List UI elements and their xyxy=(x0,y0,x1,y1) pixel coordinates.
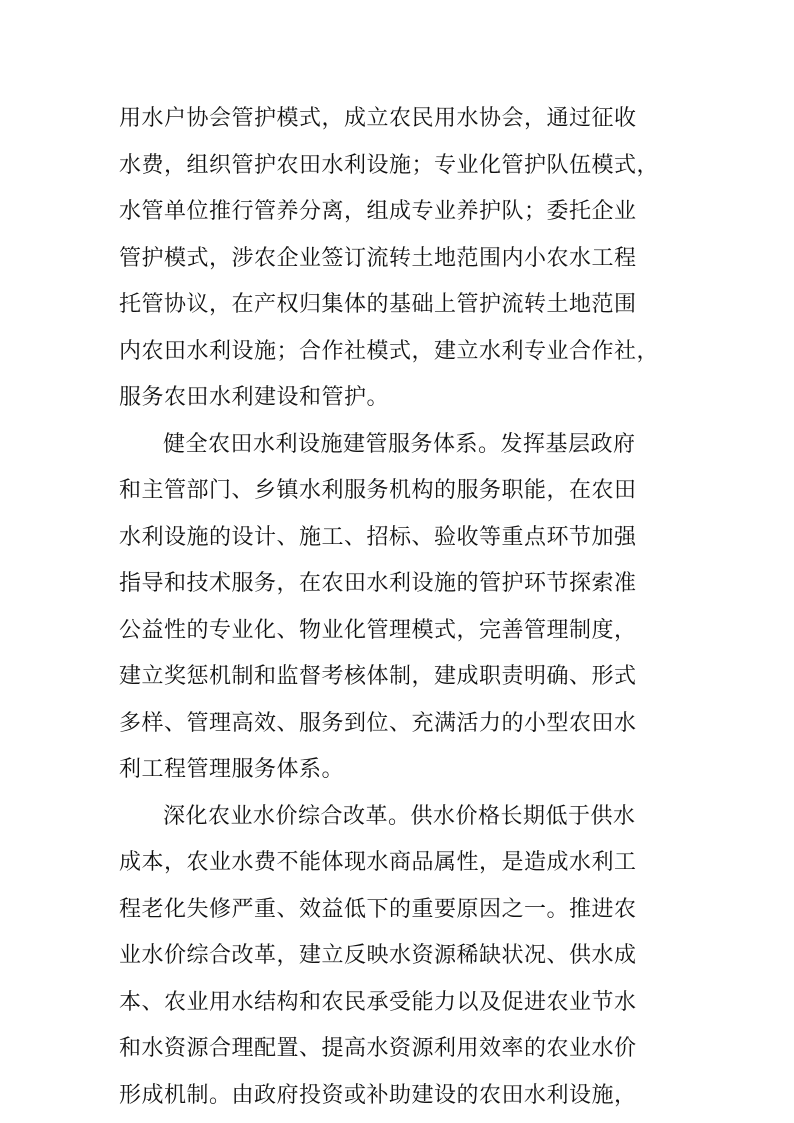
text-line: 管护模式，涉农企业签订流转土地范围内小农水工程 xyxy=(119,245,637,271)
text-line: 和水资源合理配置、提高水资源利用效率的农业水价 xyxy=(119,1036,637,1061)
text-line: 用水户协会管护模式，成立农民用水协会，通过征收 xyxy=(119,106,637,131)
paragraph-first-line: 健全农田水利设施建管服务体系。发挥基层政府 xyxy=(163,431,636,457)
text-line: 服务农田水利建设和管护。 xyxy=(119,385,390,410)
text-line: 指导和技术服务，在农田水利设施的管护环节探索准 xyxy=(119,571,637,596)
text-line: 成本，农业水费不能体现水商品属性，是造成水利工 xyxy=(119,850,637,875)
text-line: 公益性的专业化、物业化管理模式，完善管理制度， xyxy=(119,617,637,643)
text-line: 建立奖惩机制和监督考核体制，建成职责明确、形式 xyxy=(119,664,637,689)
text-line: 程老化失修严重、效益低下的重要原因之一。推进农 xyxy=(119,896,637,922)
text-line: 形成机制。由政府投资或补助建设的农田水利设施， xyxy=(119,1082,637,1108)
text-line: 内农田水利设施；合作社模式，建立水利专业合作社， xyxy=(119,338,660,364)
text-line: 托管协议，在产权归集体的基础上管护流转土地范围 xyxy=(119,292,637,317)
text-line: 水管单位推行管养分离，组成专业养护队；委托企业 xyxy=(119,199,637,224)
text-line: 水费，组织管护农田水利设施；专业化管护队伍模式， xyxy=(119,152,660,178)
text-line: 本、农业用水结构和农民承受能力以及促进农业节水 xyxy=(119,989,637,1015)
text-line: 多样、管理高效、服务到位、充满活力的小型农田水 xyxy=(119,710,637,736)
body-text xyxy=(119,96,679,1119)
text-line: 业水价综合改革，建立反映水资源稀缺状况、供水成 xyxy=(119,943,637,968)
paragraph-first-line: 深化农业水价综合改革。供水价格长期低于供水 xyxy=(163,803,636,829)
text-line: 利工程管理服务体系。 xyxy=(119,757,345,782)
text-line: 和主管部门、乡镇水利服务机构的服务职能，在农田 xyxy=(119,478,637,503)
text-line: 水利设施的设计、施工、招标、验收等重点环节加强 xyxy=(119,524,637,550)
